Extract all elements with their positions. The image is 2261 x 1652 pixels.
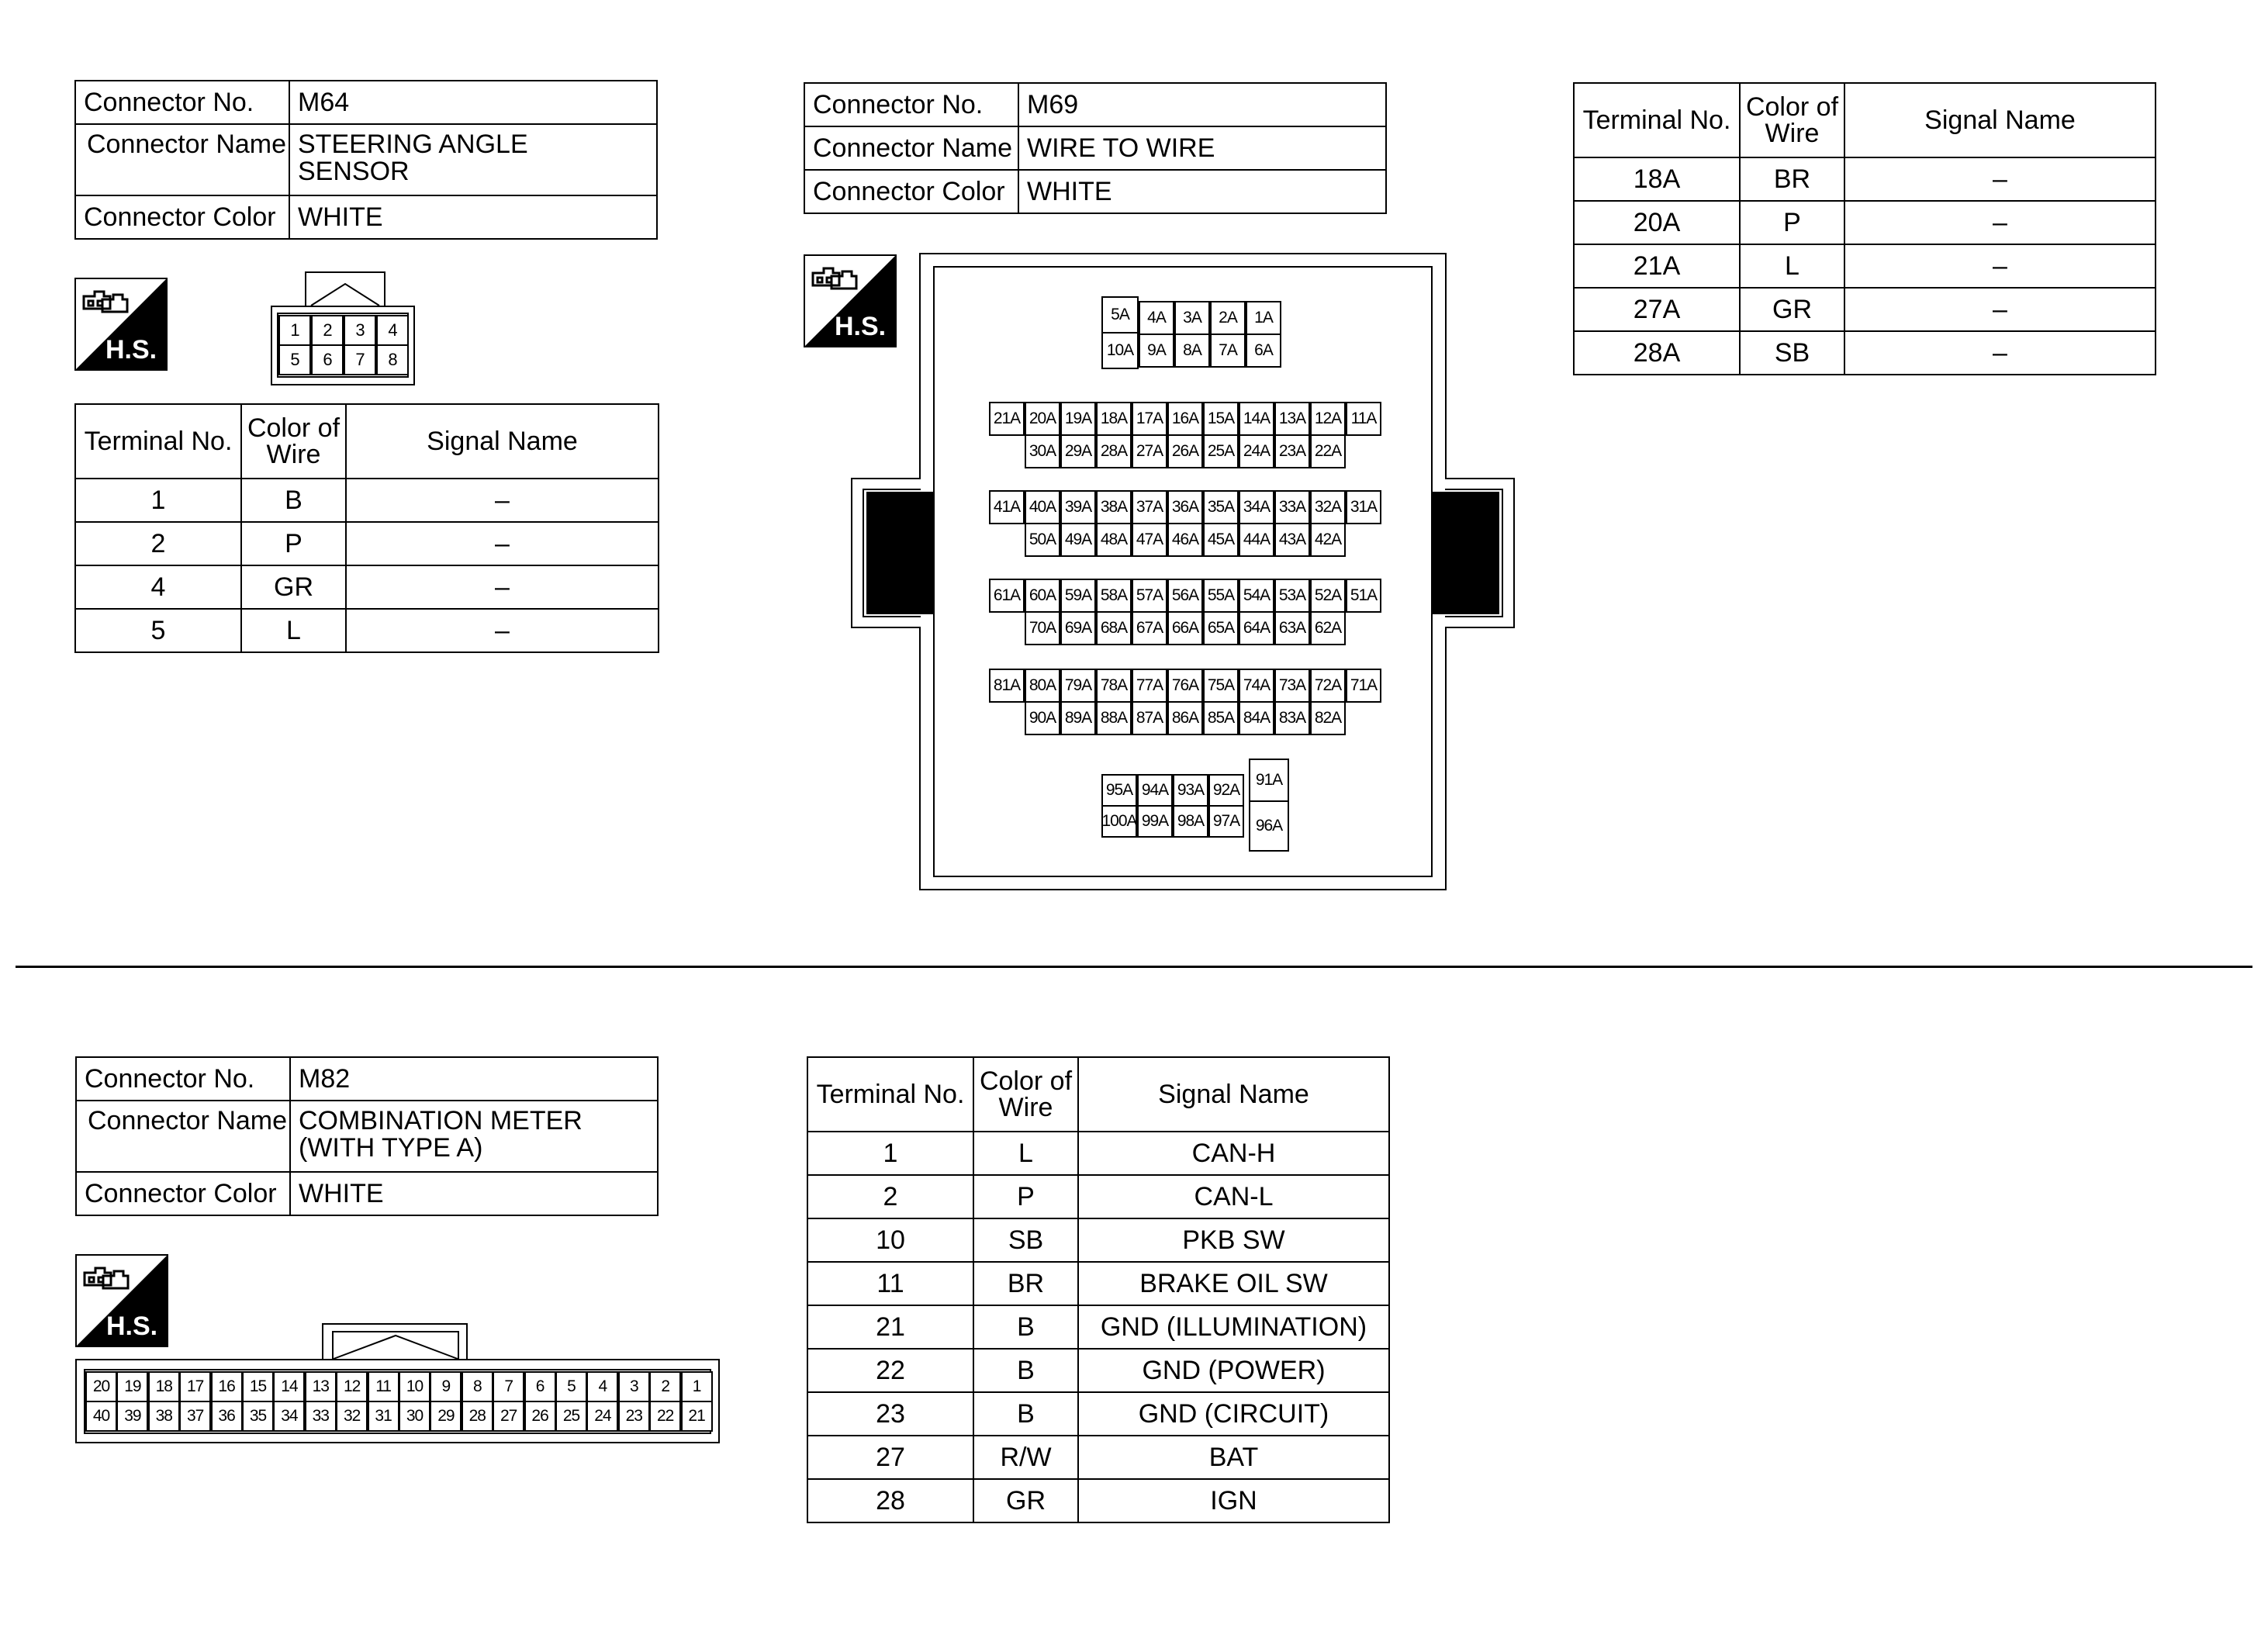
connector-pin: 29A bbox=[1060, 434, 1096, 468]
terminal-no-cell: 28 bbox=[807, 1479, 973, 1522]
table-row bbox=[807, 1305, 1389, 1349]
connector-pin: 57A bbox=[1132, 579, 1167, 613]
connector-pin: 38 bbox=[148, 1401, 180, 1432]
terminal-no-cell: 10 bbox=[807, 1218, 973, 1262]
terminal-no-cell: 21 bbox=[807, 1305, 973, 1349]
signal-name-cell: – bbox=[346, 479, 659, 522]
terminal-no-cell: 2 bbox=[807, 1175, 973, 1218]
wire-color-cell: B bbox=[973, 1392, 1078, 1436]
terminal-no-cell: 11 bbox=[807, 1262, 973, 1305]
wire-color-cell: P bbox=[241, 522, 346, 565]
connector-pin: 34 bbox=[273, 1401, 305, 1432]
connector-pin: 41A bbox=[989, 490, 1025, 524]
connector-pin: 54A bbox=[1239, 579, 1274, 613]
connector-no-value: M82 bbox=[290, 1057, 658, 1101]
connector-pin: 74A bbox=[1239, 669, 1274, 703]
connector-pin: 85A bbox=[1203, 701, 1239, 735]
connector-color-value: WHITE bbox=[1018, 170, 1386, 213]
table-row bbox=[807, 1218, 1389, 1262]
connector-pin: 5 bbox=[555, 1371, 587, 1402]
connector-pin: 42A bbox=[1310, 523, 1346, 557]
connector-pin: 22A bbox=[1310, 434, 1346, 468]
connector-pin: 31 bbox=[368, 1401, 399, 1432]
signal-name-cell: CAN-L bbox=[1078, 1175, 1389, 1218]
connector-pin: 92A bbox=[1208, 774, 1244, 807]
connector-pin: 37 bbox=[179, 1401, 211, 1432]
connector-pin: 21 bbox=[681, 1401, 713, 1432]
connector-pin: 36A bbox=[1167, 490, 1203, 524]
connector-pin: 39A bbox=[1060, 490, 1096, 524]
wire-color-cell: GR bbox=[241, 565, 346, 609]
table-row bbox=[807, 1349, 1389, 1392]
connector-pin: 72A bbox=[1310, 669, 1346, 703]
connector-pin: 15A bbox=[1203, 402, 1239, 436]
connector-pin: 28 bbox=[462, 1401, 493, 1432]
connector-pin: 21A bbox=[989, 402, 1025, 436]
connector-pin: 1 bbox=[681, 1371, 713, 1402]
connector-pin: 2A bbox=[1210, 301, 1246, 335]
connector-pin: 2 bbox=[649, 1371, 681, 1402]
hs-label: H.S. bbox=[105, 335, 157, 365]
terminal-no-header: Terminal No. bbox=[807, 1057, 973, 1132]
signal-name-cell: – bbox=[346, 522, 659, 565]
terminal-no-cell: 23 bbox=[807, 1392, 973, 1436]
terminal-no-cell: 27A bbox=[1574, 288, 1740, 331]
table-row bbox=[807, 1392, 1389, 1436]
connector-pin: 35A bbox=[1203, 490, 1239, 524]
signal-name-header: Signal Name bbox=[1844, 83, 2156, 157]
connector-pin: 73A bbox=[1274, 669, 1310, 703]
connector-pin: 8A bbox=[1174, 334, 1210, 368]
connector-pin: 90A bbox=[1025, 701, 1060, 735]
connector-pin: 76A bbox=[1167, 669, 1203, 703]
connector-pin: 16A bbox=[1167, 402, 1203, 436]
signal-name-cell: CAN-H bbox=[1078, 1132, 1389, 1175]
connector-pin: 35 bbox=[242, 1401, 274, 1432]
connector-pin: 20A bbox=[1025, 402, 1060, 436]
connector-name-value: STEERING ANGLE SENSOR bbox=[298, 130, 528, 186]
connector-pin: 65A bbox=[1203, 611, 1239, 645]
wire-color-cell: GR bbox=[973, 1479, 1078, 1522]
connector-pin: 3A bbox=[1174, 301, 1210, 335]
connector-pin: 3 bbox=[618, 1371, 650, 1402]
connector-pin: 33 bbox=[305, 1401, 337, 1432]
connector-no-label: Connector No. bbox=[75, 81, 289, 124]
signal-name-cell: – bbox=[1844, 331, 2156, 375]
wire-color-cell: BR bbox=[973, 1262, 1078, 1305]
terminal-no-header: Terminal No. bbox=[1574, 83, 1740, 157]
connector-name-label: Connector Name bbox=[76, 1101, 290, 1172]
connector-pin: 48A bbox=[1096, 523, 1132, 557]
hs-label: H.S. bbox=[106, 1312, 158, 1341]
table-row bbox=[75, 479, 659, 522]
connector-pin: 88A bbox=[1096, 701, 1132, 735]
harness-side-badge bbox=[804, 254, 897, 347]
connector-pin: 45A bbox=[1203, 523, 1239, 557]
connector-pin: 15 bbox=[242, 1371, 274, 1402]
connector-pin: 16 bbox=[211, 1371, 243, 1402]
connector-pin: 14 bbox=[273, 1371, 305, 1402]
harness-side-badge bbox=[74, 278, 168, 371]
connector-pin: 1A bbox=[1246, 301, 1281, 335]
connector-pin: 56A bbox=[1167, 579, 1203, 613]
connector-pin: 27A bbox=[1132, 434, 1167, 468]
connector-pin: 63A bbox=[1274, 611, 1310, 645]
signal-name-cell: – bbox=[1844, 201, 2156, 244]
connector-pin: 71A bbox=[1346, 669, 1381, 703]
connector-name-label: Connector Name bbox=[804, 126, 1018, 170]
connector-color-value: WHITE bbox=[289, 195, 657, 239]
connector-pin: 96A bbox=[1249, 800, 1289, 852]
signal-name-header: Signal Name bbox=[346, 404, 659, 479]
table-row bbox=[807, 1132, 1389, 1175]
signal-name-cell: GND (CIRCUIT) bbox=[1078, 1392, 1389, 1436]
wire-color-cell: B bbox=[973, 1349, 1078, 1392]
connector-pin: 13 bbox=[305, 1371, 337, 1402]
wire-color-cell: P bbox=[1740, 201, 1844, 244]
color-of-wire-header: Color of Wire bbox=[1740, 83, 1844, 157]
signal-name-cell: – bbox=[346, 609, 659, 652]
table-row bbox=[1574, 157, 2156, 201]
signal-name-cell: IGN bbox=[1078, 1479, 1389, 1522]
connector-pin: 8 bbox=[462, 1371, 493, 1402]
table-row bbox=[807, 1436, 1389, 1479]
connector-pin: 43A bbox=[1274, 523, 1310, 557]
connector-pin: 46A bbox=[1167, 523, 1203, 557]
connector-pin: 99A bbox=[1137, 805, 1173, 838]
connector-pin: 12 bbox=[336, 1371, 368, 1402]
connector-pin: 4 bbox=[376, 315, 409, 346]
connector-pin: 11A bbox=[1346, 402, 1381, 436]
wire-color-cell: B bbox=[973, 1305, 1078, 1349]
connector-name-value: COMBINATION METER (WITH TYPE A) bbox=[299, 1106, 583, 1163]
connector-pin: 26A bbox=[1167, 434, 1203, 468]
connector-pin: 25 bbox=[555, 1401, 587, 1432]
connector-pin: 1 bbox=[278, 315, 311, 346]
section-divider bbox=[16, 966, 2252, 968]
connector-pin: 78A bbox=[1096, 669, 1132, 703]
connector-pin: 9 bbox=[430, 1371, 462, 1402]
wire-color-cell: SB bbox=[973, 1218, 1078, 1262]
connector-pin: 9A bbox=[1139, 334, 1174, 368]
connector-pin: 98A bbox=[1173, 805, 1208, 838]
connector-pin: 94A bbox=[1137, 774, 1173, 807]
connector-pin: 4A bbox=[1139, 301, 1174, 335]
connector-pin: 2 bbox=[311, 315, 344, 346]
connector-pin: 33A bbox=[1274, 490, 1310, 524]
connector-pin: 11 bbox=[368, 1371, 399, 1402]
connector-pin: 82A bbox=[1310, 701, 1346, 735]
connector-pin: 14A bbox=[1239, 402, 1274, 436]
connector-pin: 51A bbox=[1346, 579, 1381, 613]
table-row bbox=[1574, 331, 2156, 375]
connector-pin: 29 bbox=[430, 1401, 462, 1432]
m82-terminal-table bbox=[807, 1056, 1390, 1523]
terminal-no-cell: 2 bbox=[75, 522, 241, 565]
connector-pin: 66A bbox=[1167, 611, 1203, 645]
connector-pin: 64A bbox=[1239, 611, 1274, 645]
connector-pin: 32 bbox=[336, 1401, 368, 1432]
connector-pin: 18A bbox=[1096, 402, 1132, 436]
table-row bbox=[1574, 288, 2156, 331]
connector-pin: 6 bbox=[524, 1371, 556, 1402]
connector-pin: 6A bbox=[1246, 334, 1281, 368]
connector-pin: 25A bbox=[1203, 434, 1239, 468]
connector-pin: 12A bbox=[1310, 402, 1346, 436]
connector-pin: 44A bbox=[1239, 523, 1274, 557]
terminal-no-cell: 18A bbox=[1574, 157, 1740, 201]
terminal-no-cell: 1 bbox=[807, 1132, 973, 1175]
connector-pin: 34A bbox=[1239, 490, 1274, 524]
connector-pin: 52A bbox=[1310, 579, 1346, 613]
connector-pin: 24 bbox=[586, 1401, 618, 1432]
connector-pin: 37A bbox=[1132, 490, 1167, 524]
terminal-no-cell: 28A bbox=[1574, 331, 1740, 375]
connector-pin: 22 bbox=[649, 1401, 681, 1432]
signal-name-cell: BAT bbox=[1078, 1436, 1389, 1479]
signal-name-cell: – bbox=[346, 565, 659, 609]
table-row bbox=[1574, 244, 2156, 288]
connector-pin: 50A bbox=[1025, 523, 1060, 557]
connector-pin: 59A bbox=[1060, 579, 1096, 613]
signal-name-cell: GND (ILLUMINATION) bbox=[1078, 1305, 1389, 1349]
connector-pin: 100A bbox=[1101, 805, 1137, 838]
harness-side-badge bbox=[75, 1254, 168, 1347]
connector-pin: 3 bbox=[344, 315, 376, 346]
table-row bbox=[75, 565, 659, 609]
color-of-wire-header: Color of Wire bbox=[241, 404, 346, 479]
connector-pin: 70A bbox=[1025, 611, 1060, 645]
signal-name-cell: – bbox=[1844, 288, 2156, 331]
connector-pin: 60A bbox=[1025, 579, 1060, 613]
connector-pin: 97A bbox=[1208, 805, 1244, 838]
connector-pin: 5 bbox=[278, 344, 311, 375]
connector-pin: 93A bbox=[1173, 774, 1208, 807]
m69-info-table bbox=[804, 82, 1387, 214]
signal-name-cell: – bbox=[1844, 157, 2156, 201]
connector-pin: 75A bbox=[1203, 669, 1239, 703]
connector-pin: 36 bbox=[211, 1401, 243, 1432]
hs-label: H.S. bbox=[835, 312, 887, 341]
connector-color-label: Connector Color bbox=[804, 170, 1018, 213]
terminal-no-cell: 21A bbox=[1574, 244, 1740, 288]
table-row bbox=[75, 609, 659, 652]
wire-color-cell: GR bbox=[1740, 288, 1844, 331]
connector-pin: 7 bbox=[344, 344, 376, 375]
wire-color-cell: B bbox=[241, 479, 346, 522]
connector-pin: 84A bbox=[1239, 701, 1274, 735]
connector-name-label: Connector Name bbox=[75, 124, 289, 195]
connector-pin: 19A bbox=[1060, 402, 1096, 436]
connector-pin: 28A bbox=[1096, 434, 1132, 468]
connector-pin: 81A bbox=[989, 669, 1025, 703]
connector-pin: 17 bbox=[179, 1371, 211, 1402]
connector-no-label: Connector No. bbox=[76, 1057, 290, 1101]
connector-pin: 67A bbox=[1132, 611, 1167, 645]
connector-pin: 30 bbox=[399, 1401, 430, 1432]
wire-color-cell: L bbox=[1740, 244, 1844, 288]
connector-pin: 89A bbox=[1060, 701, 1096, 735]
connector-pin: 10 bbox=[399, 1371, 430, 1402]
connector-color-label: Connector Color bbox=[76, 1172, 290, 1215]
connector-pin: 7 bbox=[493, 1371, 524, 1402]
connector-pin: 91A bbox=[1249, 759, 1289, 802]
color-of-wire-header: Color of Wire bbox=[973, 1057, 1078, 1132]
connector-pin: 20 bbox=[85, 1371, 117, 1402]
connector-pin: 6 bbox=[311, 344, 344, 375]
m69-terminal-table bbox=[1573, 82, 2156, 375]
signal-name-cell: – bbox=[1844, 244, 2156, 288]
connector-pin: 55A bbox=[1203, 579, 1239, 613]
signal-name-cell: GND (POWER) bbox=[1078, 1349, 1389, 1392]
connector-pin: 83A bbox=[1274, 701, 1310, 735]
connector-pin: 13A bbox=[1274, 402, 1310, 436]
table-row bbox=[807, 1262, 1389, 1305]
connector-pin: 49A bbox=[1060, 523, 1096, 557]
wire-color-cell: P bbox=[973, 1175, 1078, 1218]
connector-pin: 27 bbox=[493, 1401, 524, 1432]
connector-pin: 79A bbox=[1060, 669, 1096, 703]
terminal-no-cell: 22 bbox=[807, 1349, 973, 1392]
wire-color-cell: BR bbox=[1740, 157, 1844, 201]
connector-pin: 47A bbox=[1132, 523, 1167, 557]
connector-pin: 17A bbox=[1132, 402, 1167, 436]
connector-name-value: WIRE TO WIRE bbox=[1018, 126, 1386, 170]
m64-terminal-table bbox=[74, 403, 659, 653]
connector-pin: 77A bbox=[1132, 669, 1167, 703]
connector-pin: 18 bbox=[148, 1371, 180, 1402]
connector-pin: 95A bbox=[1101, 774, 1137, 807]
table-row bbox=[807, 1479, 1389, 1522]
terminal-no-cell: 4 bbox=[75, 565, 241, 609]
connector-pin: 10A bbox=[1101, 332, 1139, 369]
connector-no-value: M64 bbox=[289, 81, 657, 124]
terminal-no-header: Terminal No. bbox=[75, 404, 241, 479]
terminal-no-cell: 27 bbox=[807, 1436, 973, 1479]
connector-pin: 24A bbox=[1239, 434, 1274, 468]
wire-color-cell: SB bbox=[1740, 331, 1844, 375]
wire-color-cell: L bbox=[241, 609, 346, 652]
connector-pin: 86A bbox=[1167, 701, 1203, 735]
m64-info-table bbox=[74, 80, 658, 240]
table-row bbox=[75, 522, 659, 565]
connector-pin: 23 bbox=[618, 1401, 650, 1432]
connector-pin: 30A bbox=[1025, 434, 1060, 468]
connector-pin: 53A bbox=[1274, 579, 1310, 613]
connector-pin: 69A bbox=[1060, 611, 1096, 645]
connector-pin: 80A bbox=[1025, 669, 1060, 703]
connector-pin: 5A bbox=[1101, 296, 1139, 334]
connector-pin: 32A bbox=[1310, 490, 1346, 524]
wire-color-cell: L bbox=[973, 1132, 1078, 1175]
terminal-no-cell: 1 bbox=[75, 479, 241, 522]
connector-pin: 19 bbox=[116, 1371, 148, 1402]
connector-pin: 68A bbox=[1096, 611, 1132, 645]
connector-pin: 8 bbox=[376, 344, 409, 375]
connector-no-value: M69 bbox=[1018, 83, 1386, 126]
table-row bbox=[807, 1175, 1389, 1218]
connector-pin: 58A bbox=[1096, 579, 1132, 613]
connector-pin: 62A bbox=[1310, 611, 1346, 645]
connector-no-label: Connector No. bbox=[804, 83, 1018, 126]
signal-name-header: Signal Name bbox=[1078, 1057, 1389, 1132]
connector-pin: 40 bbox=[85, 1401, 117, 1432]
connector-pin: 40A bbox=[1025, 490, 1060, 524]
connector-pin: 26 bbox=[524, 1401, 556, 1432]
signal-name-cell: PKB SW bbox=[1078, 1218, 1389, 1262]
m82-info-table bbox=[75, 1056, 659, 1216]
table-row bbox=[1574, 201, 2156, 244]
connector-pin: 31A bbox=[1346, 490, 1381, 524]
connector-pin: 7A bbox=[1210, 334, 1246, 368]
connector-pin: 38A bbox=[1096, 490, 1132, 524]
wire-color-cell: R/W bbox=[973, 1436, 1078, 1479]
signal-name-cell: BRAKE OIL SW bbox=[1078, 1262, 1389, 1305]
connector-pin: 39 bbox=[116, 1401, 148, 1432]
connector-pin: 23A bbox=[1274, 434, 1310, 468]
connector-color-label: Connector Color bbox=[75, 195, 289, 239]
connector-color-value: WHITE bbox=[290, 1172, 658, 1215]
connector-pin: 61A bbox=[989, 579, 1025, 613]
connector-pin: 87A bbox=[1132, 701, 1167, 735]
terminal-no-cell: 20A bbox=[1574, 201, 1740, 244]
connector-pin: 4 bbox=[586, 1371, 618, 1402]
terminal-no-cell: 5 bbox=[75, 609, 241, 652]
